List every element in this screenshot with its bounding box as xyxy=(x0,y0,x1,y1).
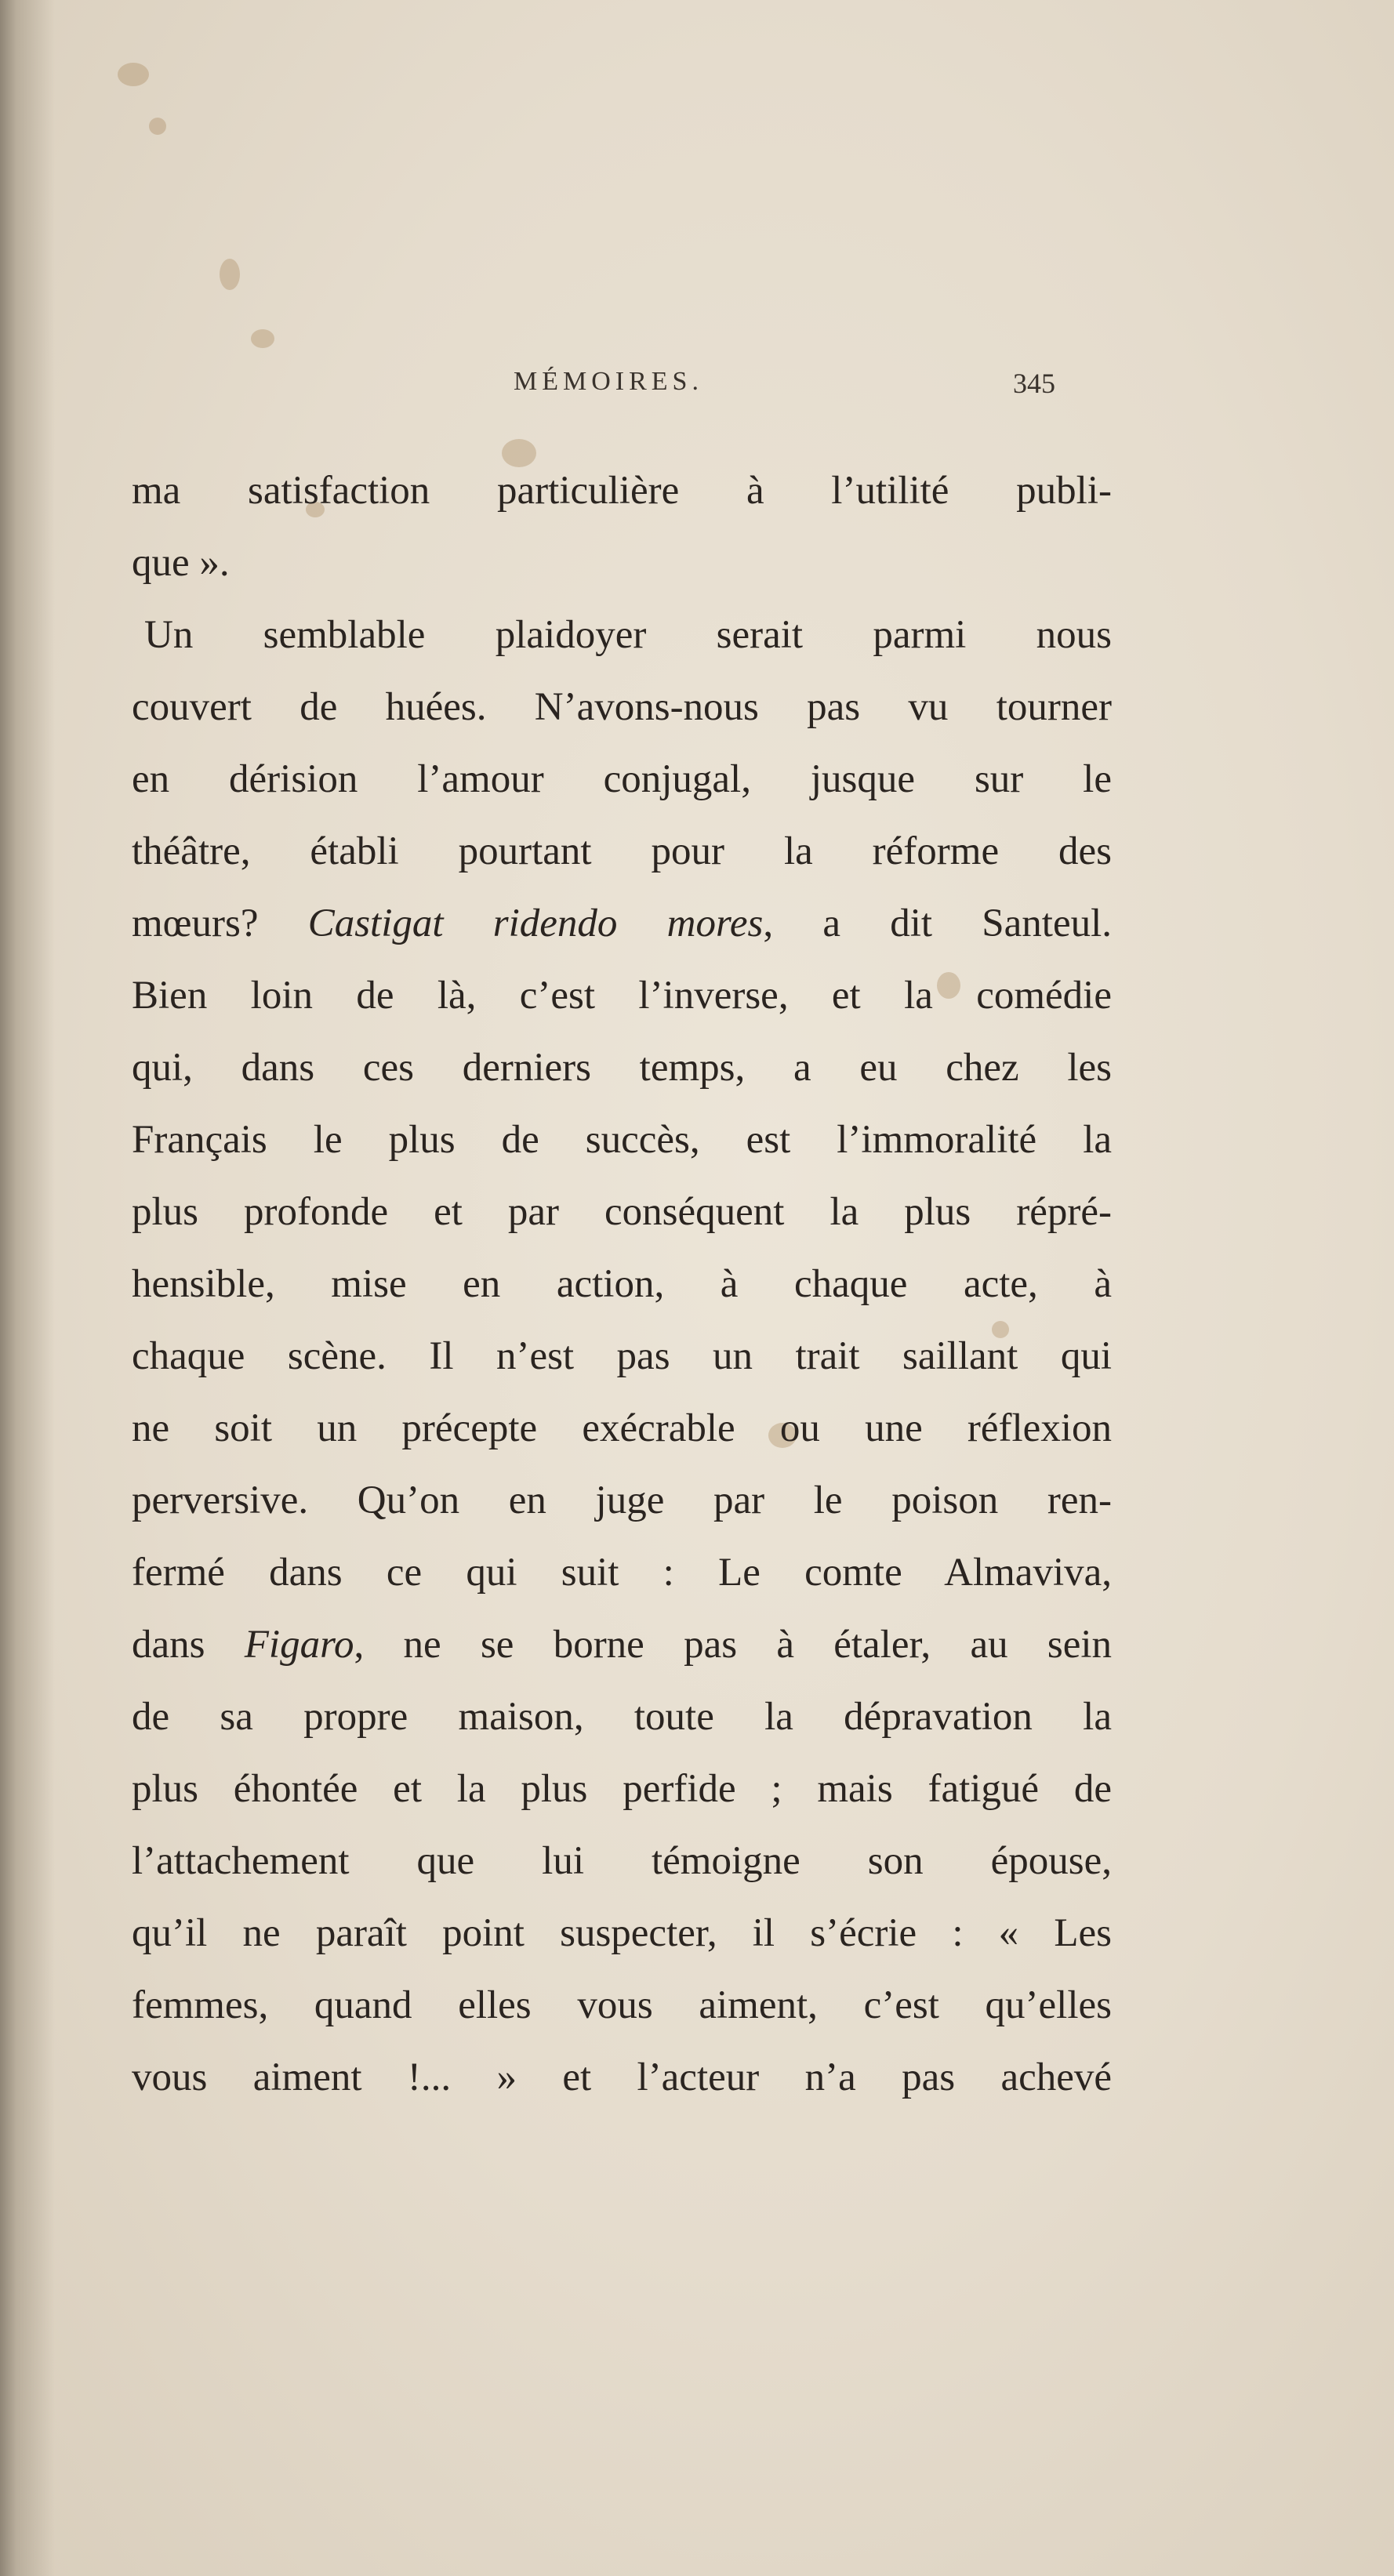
text-span: vous aiment !... » et l’acteur n’a pas achevé xyxy=(132,2055,1112,2099)
text-span: couvert de huées. N’avons-nous pas vu tourner xyxy=(132,685,1112,729)
text-line xyxy=(132,960,1112,1032)
text-line xyxy=(132,1897,1112,1969)
text-line xyxy=(132,1464,1112,1537)
text-line xyxy=(132,1392,1112,1464)
text-line xyxy=(132,1969,1112,2041)
foxing-stain xyxy=(149,118,166,135)
text-line xyxy=(132,1753,1112,1825)
text-line xyxy=(132,527,1112,599)
foxing-stain xyxy=(118,63,149,86)
italic-text: Castigat ridendo mores xyxy=(307,902,764,945)
text-line xyxy=(132,1248,1112,1320)
text-span: ne soit un précepte exécrable ou une réflexion xyxy=(132,1406,1112,1450)
page-number: 345 xyxy=(1013,368,1055,399)
text-line xyxy=(132,455,1112,527)
text-line xyxy=(132,1825,1112,1897)
text-line xyxy=(132,1104,1112,1176)
text-line xyxy=(132,671,1112,743)
text-line xyxy=(132,815,1112,887)
text-span: l’attachement que lui témoigne son épouse, xyxy=(132,1839,1112,1883)
text-line xyxy=(132,599,1112,671)
text-line xyxy=(132,1609,1112,1681)
text-span: fermé dans ce qui suit : Le comte Almaviva, xyxy=(132,1551,1112,1595)
foxing-stain xyxy=(220,259,240,290)
text-span: plus éhontée et la plus perfide ; mais fatigué de xyxy=(132,1767,1112,1811)
text-span: perversive. Qu’on en juge par le poison ren- xyxy=(132,1478,1112,1522)
text-span: hensible, mise en action, à chaque acte, à xyxy=(132,1262,1112,1306)
text-line xyxy=(132,887,1112,960)
text-line xyxy=(132,1176,1112,1248)
text-line xyxy=(132,2041,1112,2113)
text-span: qu’il ne paraît point suspecter, il s’écrie : « Les xyxy=(132,1911,1112,1955)
text-span: Un semblable plaidoyer serait parmi nous xyxy=(144,613,1112,657)
text-span: Français le plus de succès, est l’immoralité la xyxy=(132,1118,1112,1162)
text-line xyxy=(132,1320,1112,1392)
text-span: de sa propre maison, toute la dépravation la xyxy=(132,1695,1112,1739)
text-line xyxy=(132,743,1112,815)
text-span: théâtre, établi pourtant pour la réforme des xyxy=(132,829,1112,873)
italic-text: Figaro xyxy=(244,1623,354,1667)
text-line xyxy=(132,1681,1112,1753)
text-span: mœurs? xyxy=(132,902,308,945)
text-span: , a dit Santeul. xyxy=(763,902,1113,945)
foxing-stain xyxy=(251,329,274,348)
text-span: que ». xyxy=(132,541,230,585)
text-span: plus profonde et par conséquent la plus répré- xyxy=(132,1190,1112,1234)
body-text xyxy=(132,455,1112,2113)
text-span: ma satisfaction particulière à l’utilité publi- xyxy=(132,469,1112,513)
text-span: femmes, quand elles vous aiment, c’est qu’elles xyxy=(132,1983,1112,2027)
text-span: chaque scène. Il n’est pas un trait saillant qui xyxy=(132,1334,1112,1378)
text-span: en dérision l’amour conjugal, jusque sur le xyxy=(132,757,1112,801)
text-span: Bien loin de là, c’est l’inverse, et la comédie xyxy=(132,974,1112,1018)
text-span: dans xyxy=(132,1623,245,1667)
page-header xyxy=(0,367,1394,414)
text-span: , ne se borne pas à étaler, au sein xyxy=(354,1623,1112,1667)
text-line xyxy=(132,1537,1112,1609)
text-span: qui, dans ces derniers temps, a eu chez les xyxy=(132,1046,1112,1090)
running-title: MÉMOIRES. xyxy=(514,367,703,396)
text-line xyxy=(132,1032,1112,1104)
